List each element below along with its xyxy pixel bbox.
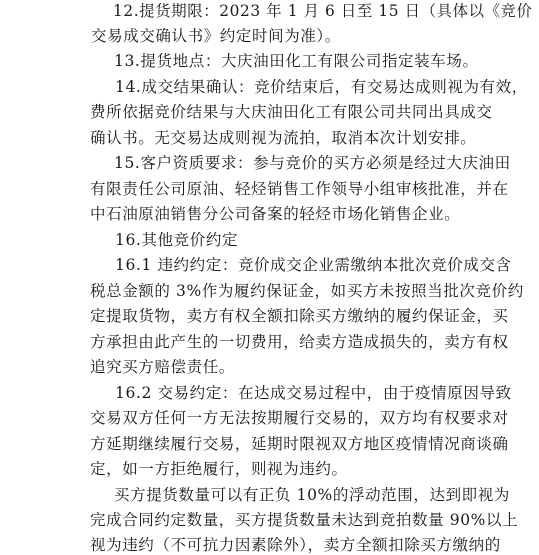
text-line: 费所依据竞价结果与大庆油田化工有限公司共同出具成交 [90, 103, 493, 121]
text-line: 交易成交确认书》约定时间为准）。 [91, 27, 341, 45]
text-line: 确认书。无交易达成则视为流拍，取消本次计划安排。 [90, 129, 477, 147]
text-line: 税总金额的 3%作为履约保证金，如买方未按照当批次竞价约 [90, 282, 524, 300]
text-line: 定，如一方拒绝履行，则视为违约。 [90, 460, 348, 478]
section-heading: 16.其他竞价约定 [115, 231, 239, 249]
text-line: 13.提货地点：大庆油田化工有限公司指定装车场。 [114, 52, 479, 70]
text-line: 15.客户资质要求：参与竞价的买方必须是经过大庆油田 [114, 154, 511, 172]
text-line: 16.2 交易约定：在达成交易过程中，由于疫情原因导致 [115, 384, 512, 402]
text-line: 14.成交结果确认：竞价结束后，有交易达成则视为有效， [115, 78, 528, 96]
text-line: 方承担由此产生的一切费用，给卖方造成损失的，卖方有权 [90, 333, 509, 351]
text-line: 12.提货期限：2023 年 1 月 6 日至 15 日（具体以《竞价 [113, 2, 533, 20]
text-line: 16.1 违约约定：竞价成交企业需缴纳本批次竞价成交含 [115, 256, 512, 274]
text-line: 追究买方赔偿责任。 [90, 358, 235, 376]
text-line: 买方提货数量可以有正负 10%的浮动范围，达到即视为 [114, 486, 510, 504]
text-line: 有限责任公司原油、轻烃销售工作领导小组审核批准，并在 [90, 180, 509, 198]
text-line: 中石油原油销售分公司备案的轻烃市场化销售企业。 [90, 205, 461, 223]
text-line: 完成合同约定数量，买方提货数量未达到竞拍数量 90%以上 [90, 511, 519, 529]
text-line: 交易双方任何一方无法按期履行交易的，双方均有权要求对 [90, 409, 509, 427]
text-line: 定提取货物，卖方有权全额扣除买方缴纳的履约保证金，买 [90, 307, 509, 325]
text-line: 方延期继续履行交易，延期时限视双方地区疫情情况商谈确 [90, 435, 509, 453]
text-line: 视为违约（不可抗力因素除外），卖方全额扣除买方缴纳的 [90, 536, 501, 554]
